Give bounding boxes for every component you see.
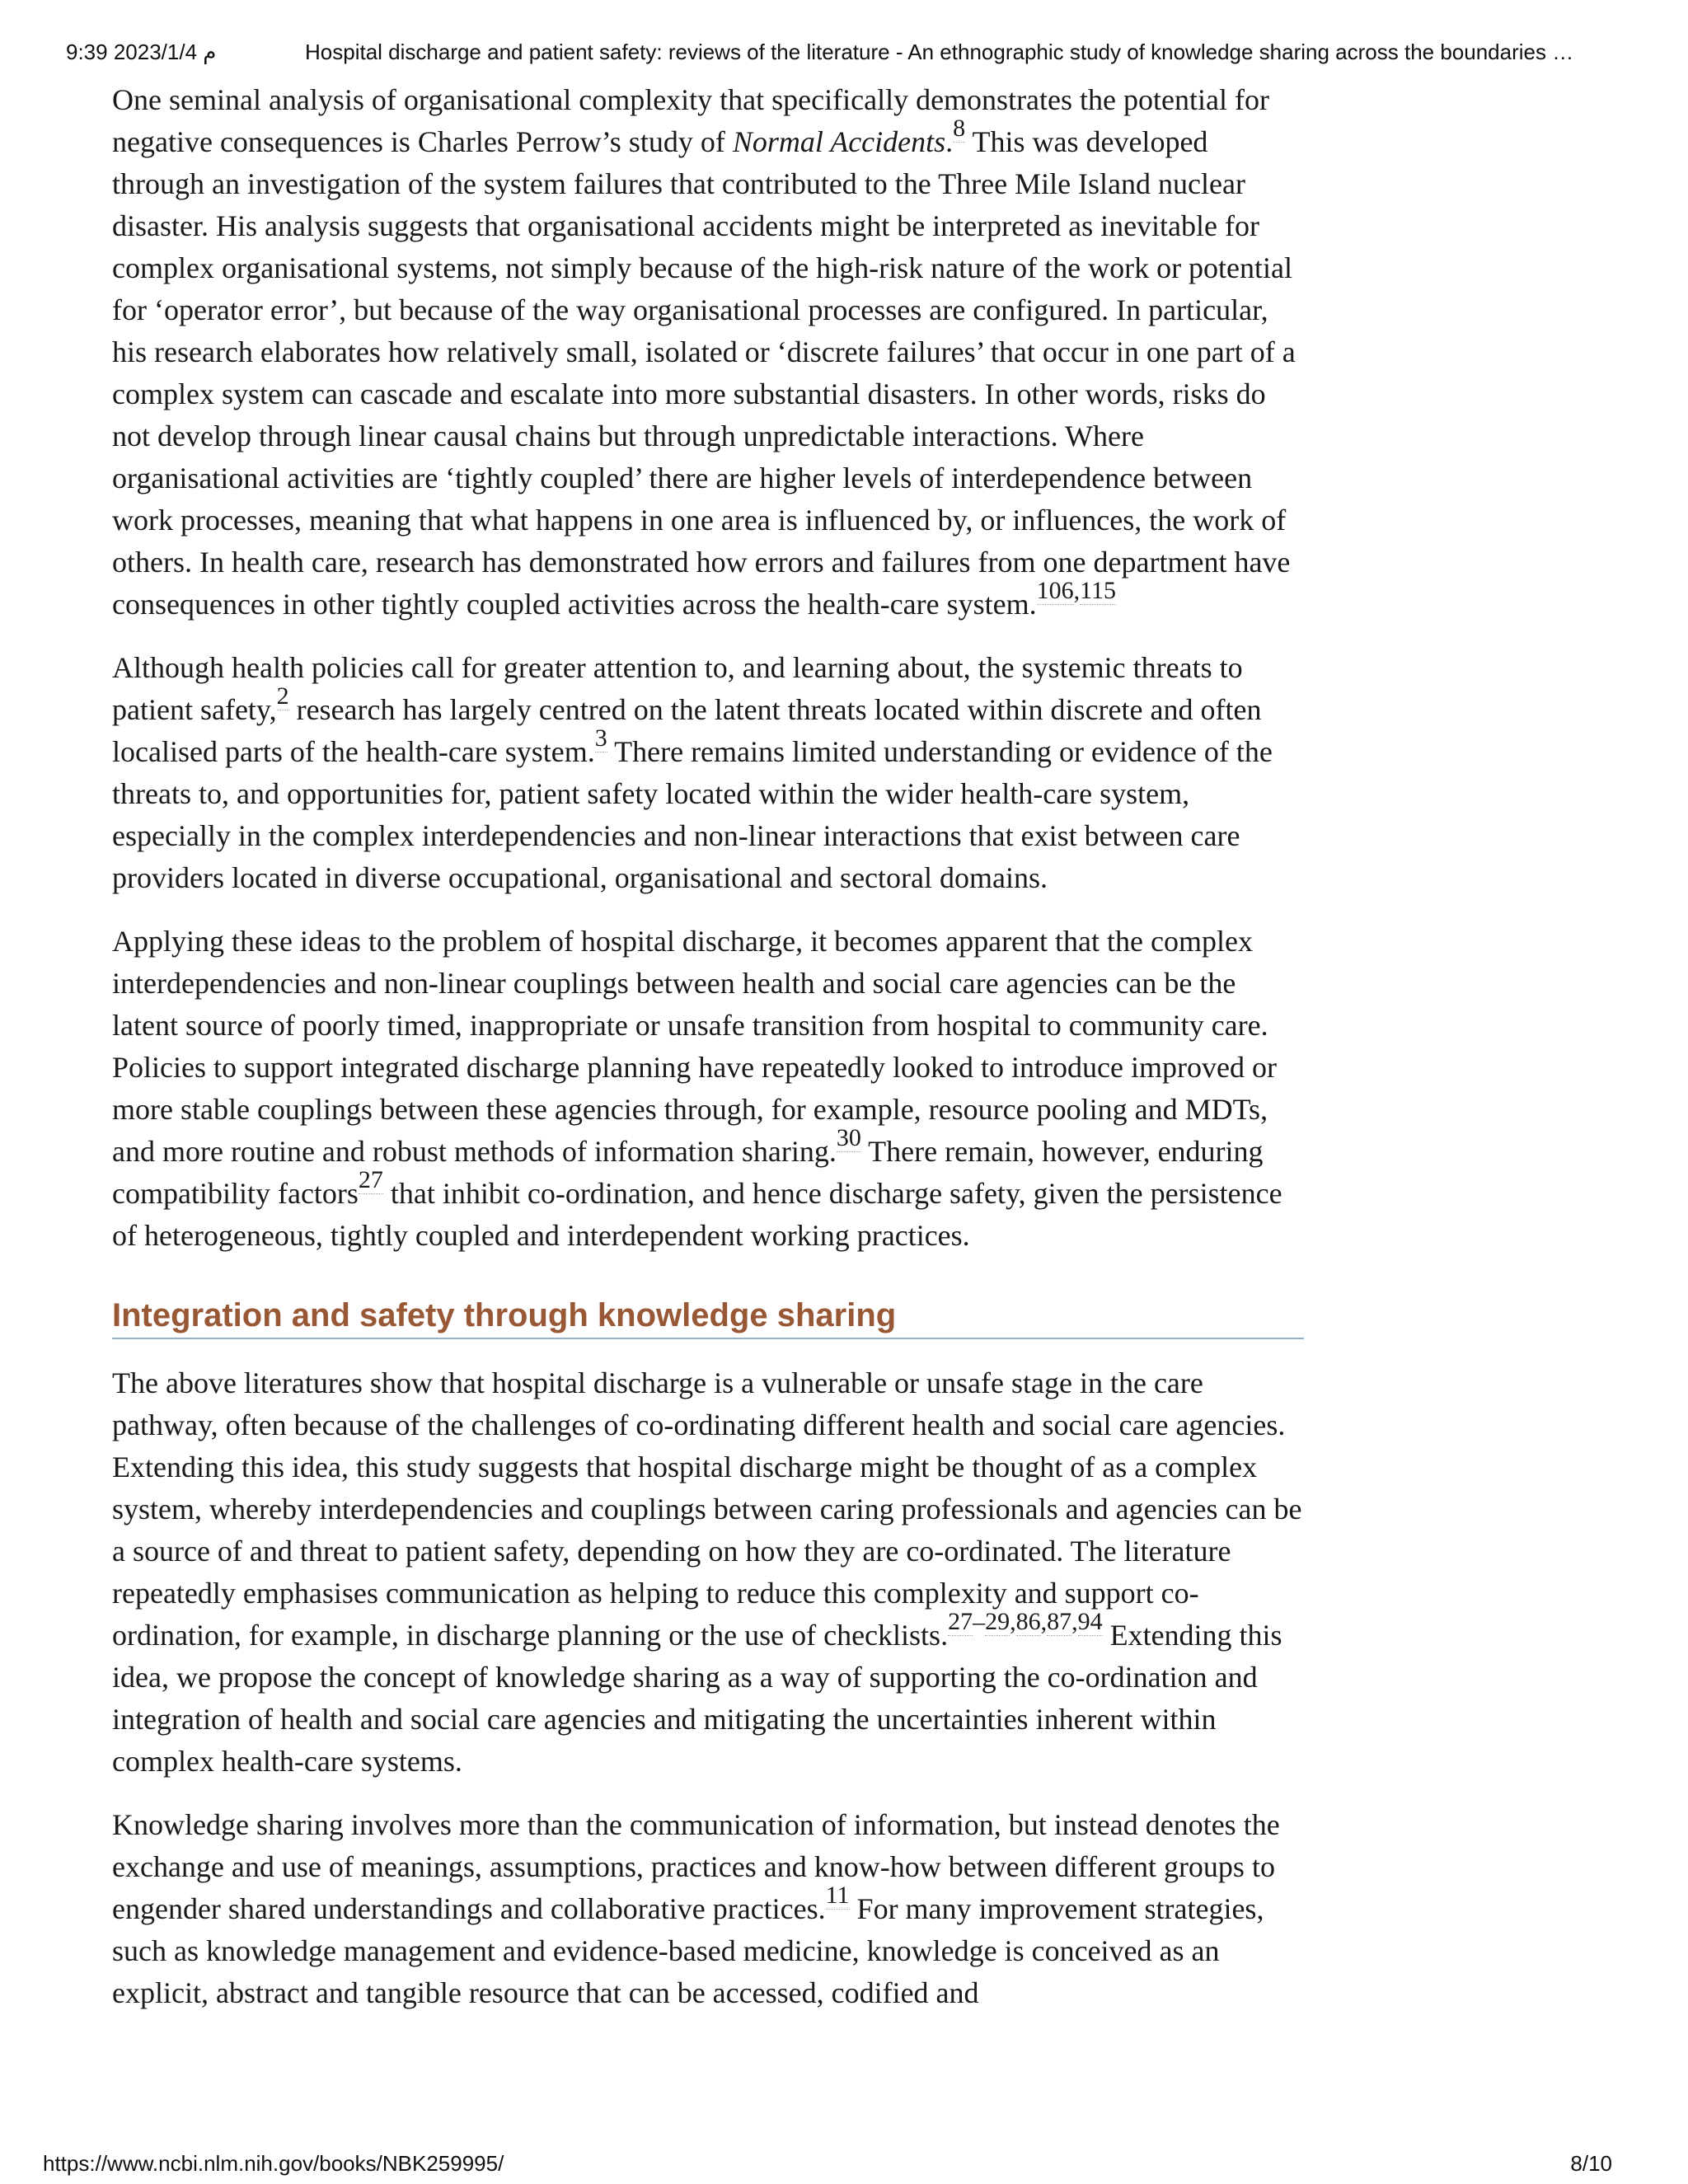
paragraph-text: research has largely centred on the latent threats located within discrete and often localised parts of the health-care system. [112,693,1262,768]
paragraph-normal-accidents: One seminal analysis of organisational complexity that specifically demonstrates the potential for negative consequences is Charles Perrow’s study of Normal Accidents.$^8$ This was developed through an investigation of the system failures that contributed to the Three Mile Island nuclear disaster. His analysis suggests that organisational accidents might be interpreted as inevitable for complex organisational systems, not simply because of the high-risk nature of the work or potential for ‘operator error’, but because of the way organisational processes are configured. In particular, his research elaborates how relatively small, isolated or ‘discrete failures’ that occur in one part of a complex system can cascade and escalate into more substantial disasters. In other words, risks do not develop through linear causal chains but through unpredictable interactions. Where organisational activities are ‘tightly coupled’ there are higher levels of interdependence between work processes, meaning that what happens in one area is influenced by, or influences, the work of others. In health care, research has demonstrated how errors and failures from one department have consequences in other tightly coupled activities across the health-care system.$^{106,115}$ [112,83,1296,621]
print-datetime: 9:39 2023/1/4 م [66,40,217,64]
paragraph-knowledge-sharing [112,1804,1304,2014]
paragraph-text: Although health policies call for greater attention to, and learning about, the systemic threats to patient safety, [112,651,1243,726]
citation-link[interactable]: 2 [276,682,289,710]
print-page-title: Hospital discharge and patient safety: reviews of the literature - An ethnographic study of knowledge sharing across the boundaries … [305,40,1574,64]
article-content [112,79,1304,2036]
citation-link[interactable]: 27 [358,1166,383,1194]
citation-link[interactable]: 3 [594,724,607,752]
paragraph-literatures: The above literatures show that hospital discharge is a vulnerable or unsafe stage in the care pathway, often because of the challenges of co-ordinating different health and social care agencies. Extending this idea, this study suggests that hospital discharge might be thought of as a complex system, whereby interdependencies and couplings between caring professionals and agencies can be a source of and threat to patient safety, depending on how they are co-ordinated. The literature repeatedly emphasises communication as helping to reduce this complexity and support co-ordination, for example, in discharge planning or the use of checklists.$^{27-29,86,87,94}$ Extending this idea, we propose the concept of knowledge sharing as a way of supporting the co-ordination and integration of health and social care agencies and mitigating the uncertainties inherent within complex health-care systems. [112,1366,1302,1778]
paragraph-text: Knowledge sharing involves more than the communication of information, but instead denotes the exchange and use of meanings, assumptions, practices and know-how between different groups to engender shared understandings and collaborative practices. [112,1808,1280,1925]
paragraph-hospital-discharge [112,921,1304,1257]
paragraph-text: There remains limited understanding or evidence of the threats to, and opportunities for, patient safety located within the wider health-care system, especially in the complex interdependencies and non-linear interactions that exist between care providers located in diverse occupational, organisational and sectoral domains. [112,735,1273,894]
citation-link[interactable]: 30 [836,1124,861,1152]
page-number: 8/10 [1570,2151,1612,2176]
paragraph-text: The above literatures show that hospital discharge is a vulnerable or unsafe stage in the care pathway, often because of the challenges of co-ordinating different health and social care agencies. Extending this idea, this study suggests that hospital discharge might be thought of as a complex system, whereby interdependencies and couplings between caring professionals and agencies can be a source of and threat to patient safety, depending on how they are co-ordinated. The literature repeatedly emphasises communication as helping to reduce this complexity and support co-ordination, for example, in discharge planning or the use of checklists. [112,1366,1302,1652]
citation-link[interactable]: 29 [985,1608,1010,1636]
citation-link[interactable]: 11 [825,1882,850,1910]
book-title-italic: Normal Accidents [732,125,946,158]
paragraph-text: For many improvement strategies, such as knowledge management and evidence-based medicine, knowledge is conceived as an explicit, abstract and tangible resource that can be accessed, codified and [112,1892,1264,2009]
citation-link[interactable]: 87 [1047,1608,1072,1636]
paragraph-text: . [945,125,954,158]
paragraph-health-policies [112,647,1304,899]
page-url: https://www.ncbi.nlm.nih.gov/books/NBK259995/ [43,2151,504,2176]
paragraph-text: One seminal analysis of organisational complexity that specifically demonstrates the potential for negative consequences is Charles Perrow’s study of [112,83,1269,158]
section-heading: Integration and safety through knowledge sharing [112,1295,1304,1339]
citation-link[interactable]: 8 [953,115,966,143]
paragraph-text: There remain, however, enduring compatibility factors [112,1135,1264,1210]
citation-link[interactable]: 106 [1036,577,1074,605]
paragraph-text: This was developed through an investigation of the system failures that contributed to the Three Mile Island nuclear disaster. His analysis suggests that organisational accidents might be interpreted as inevitable for complex organisational systems, not simply because of the high-risk nature of the work or potential for ‘operator error’, but because of the way organisational processes are configured. In particular, his research elaborates how relatively small, isolated or ‘discrete failures’ that occur in one part of a complex system can cascade and escalate into more substantial disasters. In other words, risks do not develop through linear causal chains but through unpredictable interactions. Where organisational activities are ‘tightly coupled’ there are higher levels of interdependence between work processes, meaning that what happens in one area is influenced by, or influences, the work of others. In health care, research has demonstrated how errors and failures from one department have consequences in other tightly coupled activities across the health-care system. [112,125,1296,621]
paragraph-text: Extending this idea, we propose the concept of knowledge sharing as a way of supporting the co-ordination and integration of health and social care agencies and mitigating the uncertainties inherent within complex health-care systems. [112,1619,1282,1778]
paragraph-text: that inhibit co-ordination, and hence discharge safety, given the persistence of heterogeneous, tightly coupled and interdependent working practices. [112,1177,1282,1252]
citation-link[interactable]: 115 [1080,577,1117,605]
citation-link[interactable]: 94 [1077,1608,1103,1636]
print-header [0,40,1688,69]
paragraph-text: Applying these ideas to the problem of hospital discharge, it becomes apparent that the complex interdependencies and non-linear couplings between health and social care agencies can be the latent source of poorly timed, inappropriate or unsafe transition from hospital to community care. Policies to support integrated discharge planning have repeatedly looked to introduce improved or more stable couplings between these agencies through, for example, resource pooling and MDTs, and more routine and robust methods of information sharing. [112,925,1277,1168]
citation-link[interactable]: 86 [1015,1608,1041,1636]
citation-link[interactable]: 27 [948,1608,973,1636]
